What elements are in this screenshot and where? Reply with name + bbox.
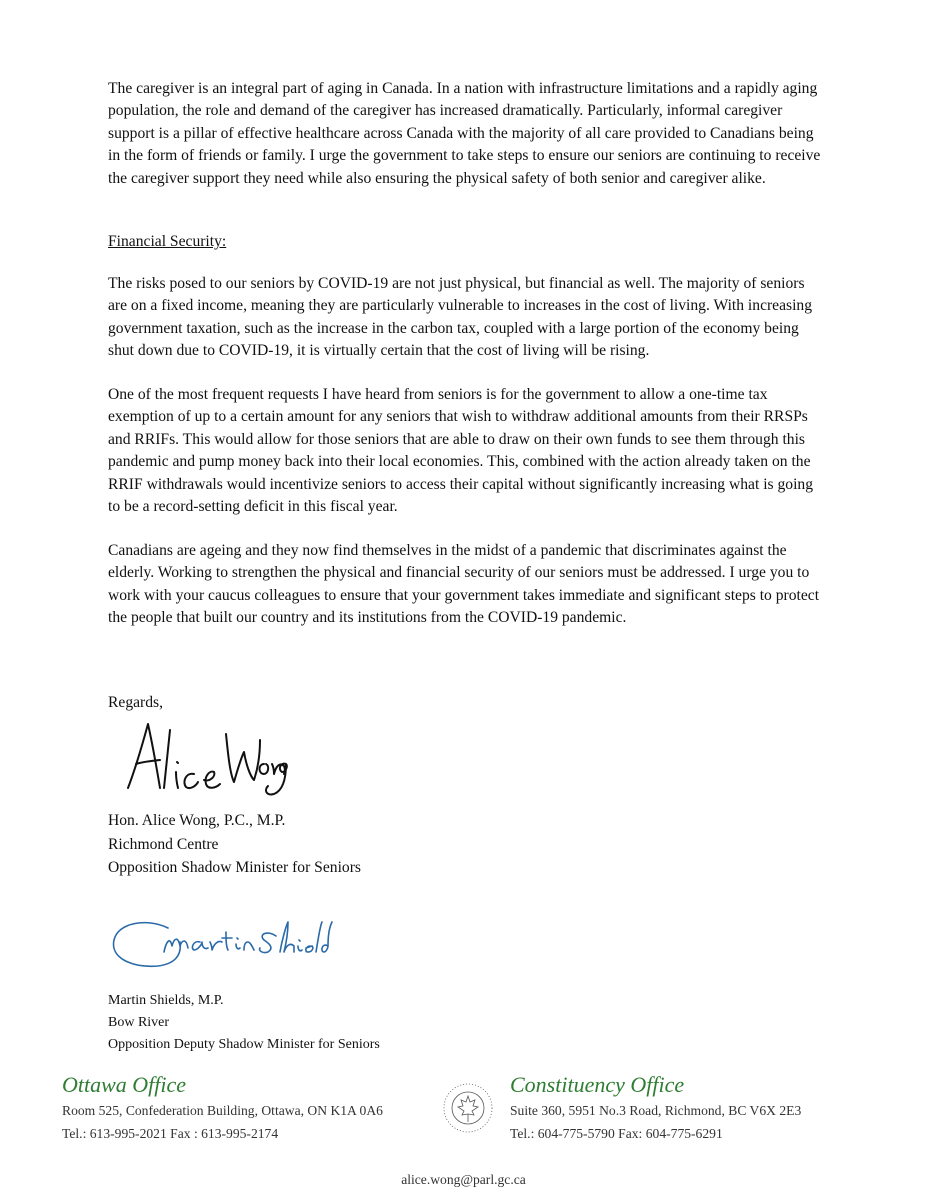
ottawa-office-phone: Tel.: 613-995-2021 Fax : 613-995-2174	[62, 1126, 279, 1141]
constituency-office-address: Suite 360, 5951 No.3 Road, Richmond, BC V6X 2E3	[510, 1103, 802, 1118]
paragraph-tax-exemption: One of the most frequent requests I have heard from seniors is for the government to allow a one-time tax exemption of up to a certain amount for any seniors that wish to withdraw additional amounts from their RRSPs and RRIFs. This would allow for those seniors that are able to draw on their own funds to see them through this pandemic and pump money back into their local economies. This, combined with the action already taken on the RRIF withdrawals would incentivize seniors to access their capital without significantly increasing what is going to be a record-setting deficit in this fiscal year.	[108, 386, 814, 516]
paragraph-caregiver: The caregiver is an integral part of aging in Canada. In a nation with infrastructure limitations and a rapidly aging population, the role and demand of the caregiver has increased dramatically. Particularly, informal caregiver support is a pillar of effective healthcare across Canada with the majority of all care provided to Canadians being in the form of friends or family. I urge the government to take steps to ensure our seniors are continuing to receive the caregiver support they need while also ensuring the physical safety of both senior and caregiver alike.	[108, 80, 821, 187]
email-address[interactable]: alice.wong@parl.gc.ca	[401, 1172, 526, 1187]
signatory-2-name: Martin Shields, M.P.	[108, 993, 224, 1008]
signatory-1-riding: Richmond Centre	[108, 836, 219, 853]
signature-alice-wong	[118, 712, 288, 798]
signature-martin-shields	[108, 912, 333, 978]
ottawa-office-address: Room 525, Confederation Building, Ottawa, ON K1A 0A6	[62, 1103, 383, 1118]
ottawa-office-title: Ottawa Office	[62, 1072, 187, 1097]
section-heading-financial-security: Financial Security:	[108, 233, 227, 250]
signatory-2-role: Opposition Deputy Shadow Minister for Seniors	[108, 1037, 380, 1052]
paragraph-financial-risks: The risks posed to our seniors by COVID-19 are not just physical, but financial as well. The majority of seniors are on a fixed income, meaning they are particularly vulnerable to increases in the cost of living. With increasing government taxation, such as the increase in the carbon tax, coupled with a large portion of the economy being shut down due to COVID-19, it is virtually certain that the cost of living will be rising.	[108, 275, 813, 360]
parliament-crest-icon	[440, 1078, 496, 1142]
constituency-office-title: Constituency Office	[510, 1072, 685, 1097]
closing: Regards,	[108, 694, 163, 711]
constituency-office-phone: Tel.: 604-775-5790 Fax: 604-775-6291	[510, 1126, 723, 1141]
signatory-1-name: Hon. Alice Wong, P.C., M.P.	[108, 812, 286, 829]
signatory-1-role: Opposition Shadow Minister for Seniors	[108, 859, 361, 876]
paragraph-conclusion: Canadians are ageing and they now find themselves in the midst of a pandemic that discriminates against the elderly. Working to strengthen the physical and financial security of our seniors must be addressed. I urge you to work with your caucus colleagues to ensure that your government takes immediate and significant steps to protect the people that built our country and its institutions from the COVID-19 pandemic.	[108, 542, 820, 627]
signatory-2-riding: Bow River	[108, 1015, 170, 1030]
